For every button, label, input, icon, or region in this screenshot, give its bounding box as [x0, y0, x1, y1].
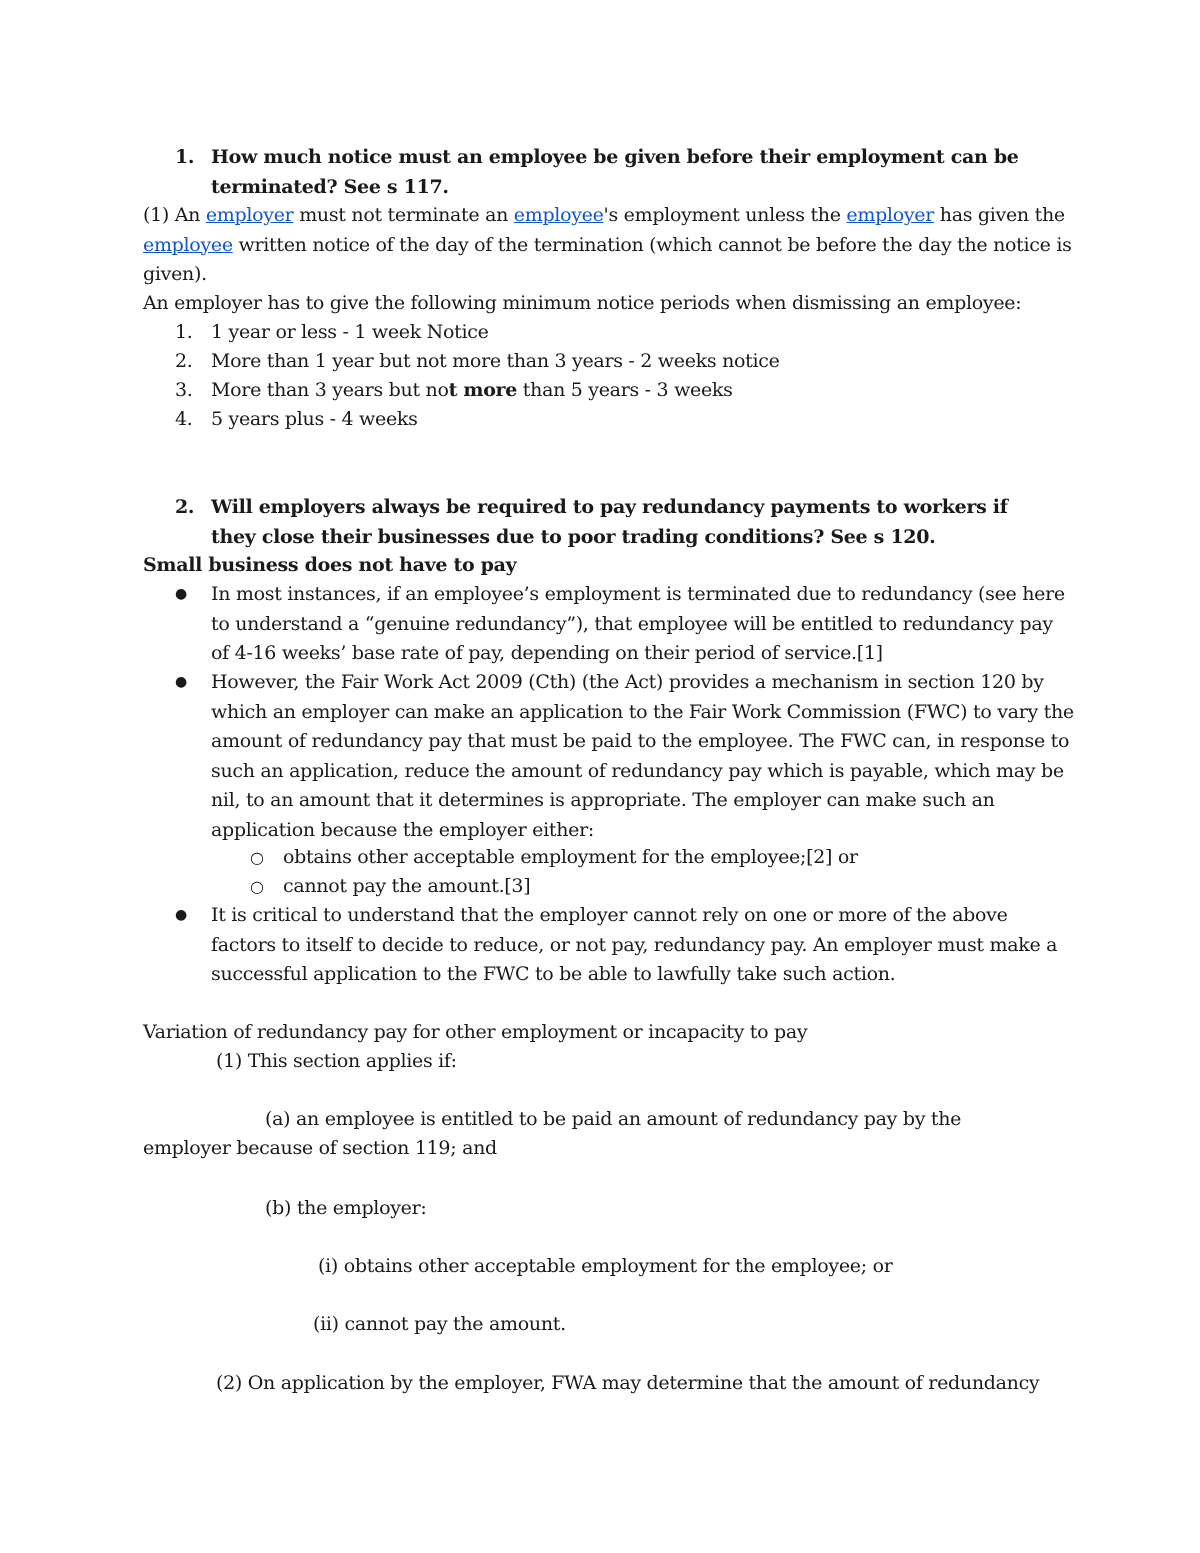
- employer-link[interactable]: employer: [205, 204, 294, 226]
- employee-link[interactable]: employee: [143, 233, 233, 256]
- question-2-number: 2.: [175, 496, 195, 518]
- subsection-1: (1) This section applies if:: [216, 1050, 457, 1072]
- bullet-item: ● In most instances, if an employee’s employment is terminated due to redundancy (see here to understand a “genuine redundancy”), that employee will be entitled to redundancy pay of 4-16 weeks’ base rate of pay, depending on their period of service.[1]: [175, 580, 1075, 669]
- subparagraph-i: (i) obtains other acceptable employment for the employee; or: [318, 1255, 893, 1277]
- question-1-title: How much notice must an employee be given before their employment can be terminated? See s 117.: [211, 146, 1019, 198]
- bullet-dot-icon: ●: [175, 674, 187, 690]
- list-item: 3. More than 3 years but not more than 5 years - 3 weeks: [175, 379, 733, 401]
- paragraph-a-line-1: (a) an employee is entitled to be paid an amount of redundancy pay by the: [265, 1108, 962, 1130]
- sub-bullet-item: ○ obtains other acceptable employment for the employee;[2] or: [250, 843, 1070, 873]
- bullet-item: ● It is critical to understand that the employer cannot rely on one or more of the above factors to itself to decide to reduce, or not pay, redundancy pay. An employer must make a successful application to the FWC to be able to lawfully take such action.: [175, 901, 1075, 990]
- list-item: 1. 1 year or less - 1 week Notice: [175, 321, 489, 343]
- question-1-number: 1.: [175, 146, 195, 168]
- list-item: 4. 5 years plus - 4 weeks: [175, 408, 418, 430]
- paragraph-a-line-2: employer because of section 119; and: [143, 1137, 497, 1159]
- bullet-circle-icon: ○: [250, 848, 264, 867]
- subparagraph-ii: (ii) cannot pay the amount.: [313, 1313, 566, 1335]
- question-2-heading: [175, 493, 1055, 552]
- bullet-dot-icon: ●: [175, 907, 187, 923]
- bullet-circle-icon: ○: [250, 877, 264, 896]
- notice-intro: An employer has to give the following minimum notice periods when dismissing an employee:: [143, 292, 1022, 314]
- paragraph-b: (b) the employer:: [265, 1197, 427, 1219]
- employer-link[interactable]: employer: [846, 204, 935, 226]
- bullet-item: ● However, the Fair Work Act 2009 (Cth) (the Act) provides a mechanism in section 120 by which an employer can make an application to the Fair Work Commission (FWC) to vary the amount of redundancy pay that must be paid to the employee. The FWC can, in response to such an application, reduce the amount of redundancy pay which is payable, which may be nil, to an amount that it determines is appropriate. The employer can make such an application because the employer either:: [175, 668, 1075, 845]
- list-item: 2. More than 1 year but not more than 3 years - 2 weeks notice: [175, 350, 780, 372]
- small-business-subheading: Small business does not have to pay: [143, 554, 517, 576]
- employee-link[interactable]: employee: [513, 204, 604, 226]
- bullet-dot-icon: ●: [175, 586, 187, 602]
- sub-bullet-item: ○ cannot pay the amount.[3]: [250, 872, 1070, 902]
- section-heading: Variation of redundancy pay for other employment or incapacity to pay: [143, 1021, 808, 1043]
- question-2-title: Will employers always be required to pay redundancy payments to workers if they close their businesses due to poor trading conditions? See s 120.: [211, 496, 1008, 548]
- subsection-2: (2) On application by the employer, FWA may determine that the amount of redundancy: [216, 1372, 1040, 1394]
- section-117-paragraph: (1) An employer must not terminate an employee's employment unless the employer has given the employee written notice of the day of the termination (which cannot be before the day the notice is given).: [143, 204, 1072, 285]
- question-1-heading: [175, 143, 1055, 202]
